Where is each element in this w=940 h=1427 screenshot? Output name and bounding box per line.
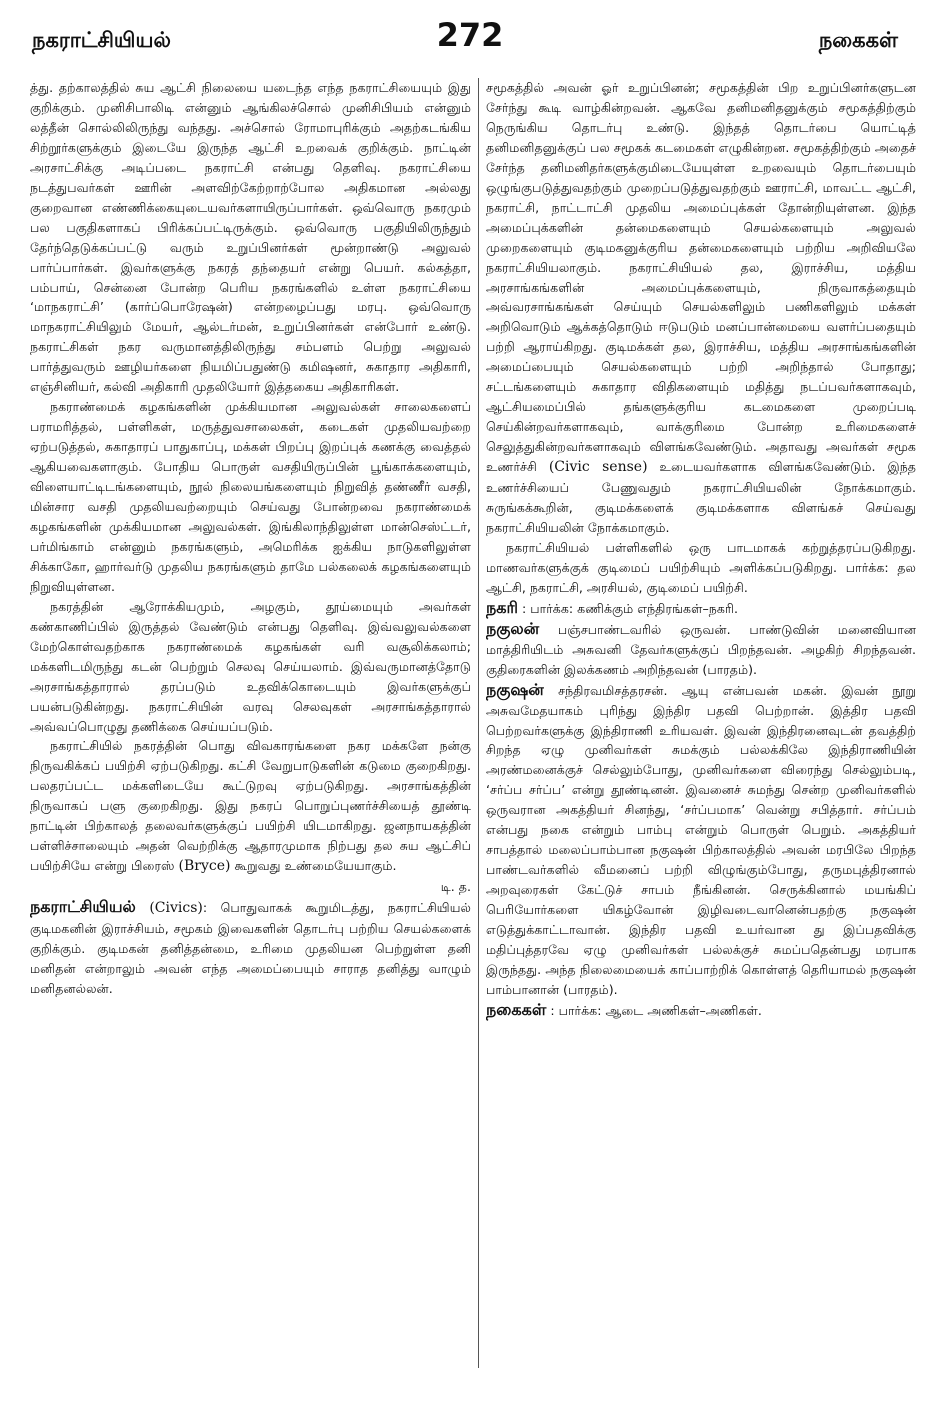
entry-civics xyxy=(30,897,471,999)
entry-text: : பார்க்க: ஆடை அணிகள்–அணிகள். xyxy=(550,1002,762,1018)
paragraph-text: நகராட்சியியல் பள்ளிகளில் ஒரு பாடமாகக் கற்றுத்தரப்படுகிறது. மாணவர்களுக்குக் குடிமைப் பயிற்சியும் அளிக்கப்படுகிறது. பார்க்க: தல ஆட்சி, நகராட்சி, அரசியல், குடிமைப் பயிற்சி. xyxy=(486,539,916,595)
entry-headword: நகுலன் xyxy=(486,618,540,638)
page-header xyxy=(0,0,940,60)
english-term: (Civics) xyxy=(149,900,203,917)
left-column xyxy=(30,78,471,1368)
author-initials: டி. த. xyxy=(440,879,471,895)
page-number: 272 xyxy=(436,16,504,54)
paragraph xyxy=(30,736,471,897)
paragraph-text: நகராண்மைக் கழகங்களின் முக்கியமான அலுவல்கள் சாலைகளைப் பராமரித்தல், பள்ளிகள், மருத்துவசாலைகள், கடைகள் முதலியவற்றை ஏற்படுத்தல், சுகாதாரப் பாதுகாப்பு, மக்கள் பிறப்பு இறப்புக் கணக்கு வைத்தல் ஆகியவைகளாகும். போதிய பொருள் வசதியிருப்பின் பூங்காக்களையும், விளையாட்டிடங்களையும், நூல் நிலையங்களையும் நிறுவித் தண்ணீர் வசதி, மின்சார வசதி முதலியவற்றையும் செய்வது போன்றவை நகராண்மைக் கழகங்களின் முக்கியமான அலுவல்கள். இங்கிலாந்திலுள்ள மான்செஸ்ட்டர், பர்மிங்காம் என்னும் நகரங்களும், அமெரிக்க ஐக்கிய நாடுகளிலுள்ள சிக்காகோ, ஹார்வர்டு முதலிய நகரங்களும் தாமே பல்கலைக் கழகங்களையும் நிறுவியுள்ளன. xyxy=(30,399,471,594)
entry-headword: நகுஷன் xyxy=(486,679,544,699)
right-column xyxy=(486,78,916,1368)
paragraph xyxy=(486,538,916,598)
paragraph-text: சமூகத்தில் அவன் ஓர் உறுப்பினன்; சமூகத்தின் பிற உறுப்பினர்களுடன சேர்ந்து கூடி வாழ்கின்றவன். ஆகவே தனிமனிதனுக்கும் சமூகத்திற்கும் நெருங்கிய தொடர்பு உண்டு. இந்தத் தொடர்பை யொட்டித் தனிமனிதனுக்குப் பல சமூகக் கடமைகள் எழுகின்றன. சமூகத்திற்கும் அதைச் சேர்ந்த தனிமனிதர்களுக்குமிடையேயுள்ள உறவையும் தொடர்பையும் ஒழுங்குபடுத்துவதற்கும் முறைப்படுத்துவதற்கும் ஊராட்சி, மாவட்ட ஆட்சி, நகராட்சி, நாட்டாட்சி முதலிய அமைப்புக்கள் தோன்றியுள்ளன. இந்த அமைப்புக்களின் தன்மைகளையும் செயல்களையும் அலுவல் முறைகளையும் குடிமகனுக்குரிய தன்மைகளையும் பற்றிய அறிவியலே நகராட்சியியலாகும். நகராட்சியியல் தல, இராச்சிய, மத்திய அரசாங்கங்களின் அமைப்புக்களையும், நிருவாகத்தையும் அவ்வரசாங்கங்கள் செய்யும் செயல்களிலும் பணிகளிலும் மக்கள் அறிவொடும் ஆக்கத்தொடும் ஈடுபடும் மனப்பான்மையை வளர்ப்பதையும் பற்றி ஆராய்கிறது. குடிமக்கள் தல, இராச்சிய, மத்திய அரசாங்கங்களின் அமைப்பையும் செயல்களையும் பற்றி அறிந்தால் போதாது; சட்டங்களையும் சுகாதார விதிகளையும் மதித்து நடப்பவர்களாகவும், ஆட்சியமைப்பில் தங்களுக்குரிய கடமைகளை முறைப்படி செய்கின்றவர்களாகவும், வாக்குரிமை போன்ற உரிமைகளைச் செலுத்துகின்றவர்களாகவும் விளங்கவேண்டும். அதாவது அவர்கள் சமூக உணர்ச்சி xyxy=(486,80,916,475)
paragraph-text: கூறுவது உண்மையேயாகும். xyxy=(234,858,397,874)
entry-text: : பார்க்க: கணிக்கும் எந்திரங்கள்–நகரி. xyxy=(522,600,738,616)
entry-headword: நகராட்சியியல் xyxy=(30,897,136,917)
entry-nagaigal xyxy=(486,1000,916,1021)
paragraph: த்து. தற்காலத்தில் சுய ஆட்சி நிலையை யடைந்த எந்த நகராட்சியையும் இது குறிக்கும். முனிசிபாலிடி என்னும் ஆங்கிலச்சொல் முனிசிபியம் என்னும் லத்தீன் சொல்லிலிருந்து வந்தது. அச்சொல் ரோமாபுரிக்கும் அதற்கடங்கிய சிற்றூர்களுக்கும் இடையே இருந்த ஆட்சி உறவைக் குறிக்கும். நாட்டின் அரசாட்சிக்கு அடிப்படை நகராட்சி என்பது தெளிவு. நகராட்சியை நடத்துபவர்கள் ஊரின் அளவிற்கேற்றாற்போல அதிகமான அல்லது குறைவான எண்ணிக்கையுடையவர்களாயிருப்பார்கள். ஒவ்வொரு நகரமும் பல பகுதிகளாகப் பிரிக்கப்பட்டிருக்கும். ஒவ்வொரு பகுதியிலிருந்தும் தேர்ந்தெடுக்கப்பட்டு வரும் உறுப்பினர்கள் மூன்றாண்டு அலுவல் பார்ப்பார்கள். இவர்களுக்கு நகரத் தந்தையர் என்று பெயர். கல்கத்தா, பம்பாய், சென்னை போன்ற பெரிய நகரங்களில் உள்ள நகராட்சியை ‘மாநகராட்சி’ (கார்ப்பொரேஷன்) என்றழைப்பது மரபு. ஒவ்வொரு மாநகராட்சியிலும் மேயர், ஆல்டர்மன், உறுப்பினர்கள் என்போர் உண்டு. நகராட்சிகள் நகர வருமானத்திலிருந்து சம்பளம் பெற்று அலுவல் பார்த்துவரும் ஊழியர்களை நியமிப்பதுண்டு கமிஷனர், சுகாதார அதிகாரி, எஞ்சினியர், கல்வி அதிகாரி முதலியோர் இத்தகைய அதிகாரிகள். xyxy=(30,80,471,395)
entry-headword: நகைகள் xyxy=(486,999,547,1019)
paragraph xyxy=(30,597,471,737)
english-term: (Civic sense) xyxy=(548,459,648,476)
paragraph xyxy=(30,397,471,597)
entry-text: பஞ்சபாண்டவரில் ஒருவன். பாண்டுவின் மனைவியான மாத்திரியிடம் அசுவனி தேவர்களுக்குப் பிறந்தவன். அழகிற் சிறந்தவன். குதிரைகளின் இலக்கணம் அறிந்தவன் (பாரதம்). xyxy=(486,621,916,677)
entry-nagari xyxy=(486,598,916,619)
column-divider xyxy=(478,78,479,1368)
running-head-right: நகைகள் xyxy=(818,28,898,52)
english-term: (Bryce) xyxy=(178,858,231,875)
paragraph-text: நகரத்தின் ஆரோக்கியமும், அழகும், தூய்மையும் அவர்கள் கண்காணிப்பில் இருத்தல் வேண்டும் என்பது தெளிவு. இவ்வலுவல்களை மேற்கொள்வதற்காக நகராண்மைக் கழகங்கள் வரி வசூலிக்கலாம்; மக்களிடமிருந்து கடன் பெற்றும் செலவு செய்யலாம். இவ்வருமானத்தோடு அரசாங்கத்தாரால் தரப்படும் உதவிக்கொடையும் இவர்களுக்குப் பயன்படுகின்றது. நகராட்சியின் வரவு செலவுகள் அரசாங்கத்தாரால் அவ்வப்பொழுது தணிக்கை செய்யப்படும். xyxy=(30,598,471,734)
entry-nahushan xyxy=(486,680,916,1000)
entry-nakulan xyxy=(486,619,916,680)
entry-text: சந்திரவமிசத்தரசன். ஆயு என்பவன் மகன். இவன் நூறு அசுவமேதயாகம் புரிந்து இந்திர பதவி பெற்றான். இத்திர பதவி பெற்றவர்களுக்கு இந்திராணி உரியவள். இவன் இந்திரனைவுடன் தவத்திற் சிறந்த ஏழு முனிவர்கள் சுமக்கும் பல்லக்கிலே இந்திராணியின் அரண்மனைக்குச் செல்லும்போது, முனிவர்களை விரைந்து செல்லும்படி, ‘சர்ப்ப சர்ப்ப’ என்று தூண்டினன். இவனைச் சுமந்து சென்ற முனிவர்களில் ஒருவரான அகத்தியர் சினந்து, ‘சர்ப்பமாக’ வென்று சபித்தார். சர்ப்பம் என்பது நகை என்றும் பாம்பு என்றும் பொருள் பெறும். அகத்தியர் சாபத்தால் மலைப்பாம்பான நகுஷன் பிற்காலத்தில் அவன் மரபிலே பிறந்த பாண்டவர்களில் வீமனைப் பற்றி விழுங்கும்போது, தருமபுத்திரனால் அறவுரைகள் கேட்டுச் சாபம் நீங்கினன். செருக்கினால் மயங்கிப் பெரியோர்களை யிகழ்வோன் இழிவடைவானென்பதற்கு நகுஷன் எடுத்துக்காட்டாவான். இந்திர பதவி உயர்வான து இப்பதவிக்கு மதிப்புத்தரவே ஏழு முனிவர்கள் பல்லக்குச் சுமப்பதென்பது மரபாக இருந்தது. அந்த நிலைமையைக் காப்பாற்றிக் கொள்ளத் தெரியாமல் நகுஷன் பாம்பானான் (பாரதம்). xyxy=(486,682,916,997)
entry-text: : பொதுவாகக் கூறுமிடத்து, நகராட்சியியல் குடிமகனின் இராச்சியம், சமூகம் இவைகளின் தொடர்பு பற்றிய செயல்களைக் குறிக்கும். குடிமகன் தனித்தன்மை, உரிமை முதலியன பெற்றுள்ள தனி மனிதன் என்றாலும் அவன் எந்த அமைப்பையும் சாராத தனித்து வாழும் மனிதனல்லன். xyxy=(30,900,471,996)
running-head-left: நகராட்சியியல் xyxy=(32,28,171,52)
paragraph xyxy=(486,78,916,538)
paragraph-text: நகராட்சியில் நகரத்தின் பொது விவகாரங்களை நகர மக்களே நன்கு நிருவகிக்கப் பயிற்சி ஏற்படுகிறது. கட்சி வேறுபாடுகளின் கடுமை குறைகிறது. பலதரப்பட்ட மக்களிடையே கூட்டுறவு ஏற்படுகிறது. அரசாங்கத்தின் நிருவாகப் பளு குறைகிறது. இது நகரப் பொறுப்புணர்ச்சியைத் தூண்டி நாட்டின் பிற்காலத் தலைவர்களுக்குப் பயிற்சி யிடமாகிறது. ஜனநாயகத்தின் பள்ளிச்சாலையும் அதன் வெற்றிக்கு ஆதாரமுமாக நிற்பது தல சுய ஆட்சிப் பயிற்சியே என்று பிரைஸ் xyxy=(30,738,471,874)
paragraph-text: உடையவர்களாக விளங்கவேண்டும். இந்த உணர்ச்சியைப் பேணுவதும் நகராட்சியியலின் நோக்கமாகும். சுருங்கக்கூறின், குடிமக்களைக் குடிமக்களாக விளங்கச் செய்வது நகராட்சியியலின் நோக்கமாகும். xyxy=(486,459,916,535)
entry-headword: நகரி xyxy=(486,597,519,617)
